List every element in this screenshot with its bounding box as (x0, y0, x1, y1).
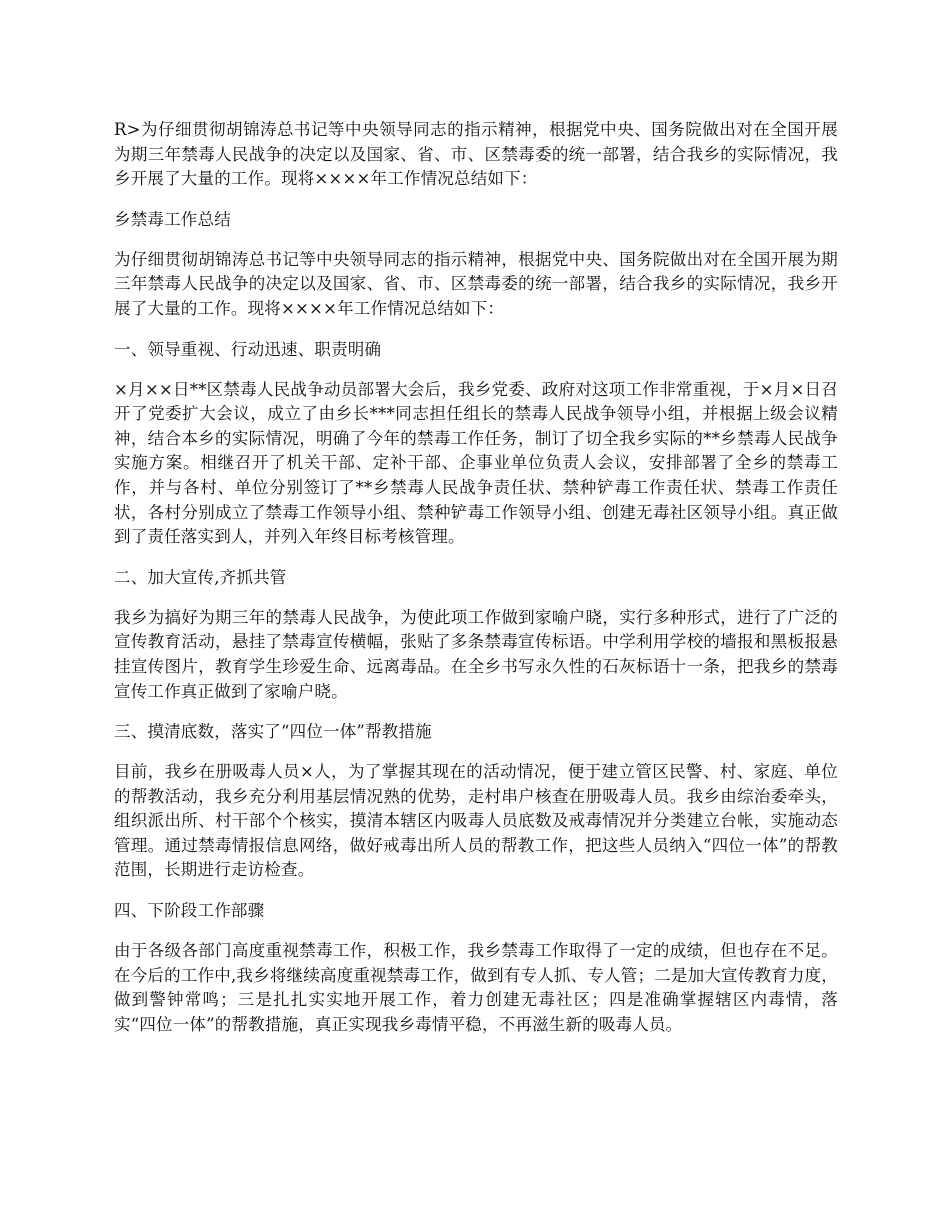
intro-paragraph: R>为仔细贯彻胡锦涛总书记等中央领导同志的指示精神，根据党中央、国务院做出对在全国开展为期三年禁毒人民战争的决定以及国家、省、市、区禁毒委的统一部署，结合我乡的实际情况，我乡开展了大量的工作。现将××××年工作情况总结如下： (114, 120, 838, 189)
section-heading-2: 二、加大宣传,齐抓共管 (114, 567, 287, 587)
section-1-paragraph: ×月××日**区禁毒人民战争动员部署大会后，我乡党委、政府对这项工作非常重视，于×月×日召开了党委扩大会议，成立了由乡长***同志担任组长的禁毒人民战争领导小组，并根据上级会议精神，结合本乡的实际情况，明确了今年的禁毒工作任务，制订了切全我乡实际的**乡禁毒人民战争实施方案。相继召开了机关干部、定补干部、企事业单位负责人会议，安排部署了全乡的禁毒工作，并与各村、单位分别签订了**乡禁毒人民战争责任状、禁种铲毒工作责任状、禁毒工作责任状，各村分别成立了禁毒工作领导小组、禁种铲毒工作领导小组、创建无毒社区领导小组。真正做到了责任落实到人，并列入年终目标考核管理。 (114, 379, 838, 547)
section-heading-1: 一、领导重视、行动迅速、职责明确 (114, 339, 382, 359)
document-title: 乡禁毒工作总结 (114, 209, 231, 229)
section-heading-4: 四、下阶段工作部骤 (114, 901, 265, 921)
summary-paragraph: 为仔细贯彻胡锦涛总书记等中央领导同志的指示精神，根据党中央、国务院做出对在全国开展为期三年禁毒人民战争的决定以及国家、省、市、区禁毒委的统一部署，结合我乡的实际情况，我乡开展了大量的工作。现将××××年工作情况总结如下： (114, 249, 838, 318)
section-heading-3: 三、摸清底数，落实了“四位一体”帮教措施 (114, 722, 432, 742)
document-page (114, 118, 838, 1053)
section-3-paragraph: 目前，我乡在册吸毒人员×人，为了掌握其现在的活动情况，便于建立管区民警、村、家庭、单位的帮教活动，我乡充分利用基层情况熟的优势，走村串户核查在册吸毒人员。我乡由综治委牵头，组织派出所、村干部个个核实，摸清本辖区内吸毒人员底数及戒毒情况并分类建立台帐，实施动态管理。通过禁毒情报信息网络，做好戒毒出所人员的帮教工作，把这些人员纳入“四位一体”的帮教范围，长期进行走访检查。 (114, 762, 838, 880)
section-4-paragraph: 由于各级各部门高度重视禁毒工作，积极工作，我乡禁毒工作取得了一定的成绩，但也存在不足。在今后的工作中,我乡将继续高度重视禁毒工作，做到有专人抓、专人管；二是加大宣传教育力度，做到警钟常鸣；三是扎扎实实地开展工作，着力创建无毒社区；四是准确掌握辖区内毒情，落实“四位一体”的帮教措施，真正实现我乡毒情平稳，不再滋生新的吸毒人员。 (114, 941, 838, 1034)
section-2-paragraph: 我乡为搞好为期三年的禁毒人民战争，为使此项工作做到家喻户晓，实行多种形式，进行了广泛的宣传教育活动，悬挂了禁毒宣传横幅，张贴了多条禁毒宣传标语。中学利用学校的墙报和黑板报悬挂宣传图片，教育学生珍爱生命、远离毒品。在全乡书写永久性的石灰标语十一条，把我乡的禁毒宣传工作真正做到了家喻户晓。 (114, 607, 838, 701)
